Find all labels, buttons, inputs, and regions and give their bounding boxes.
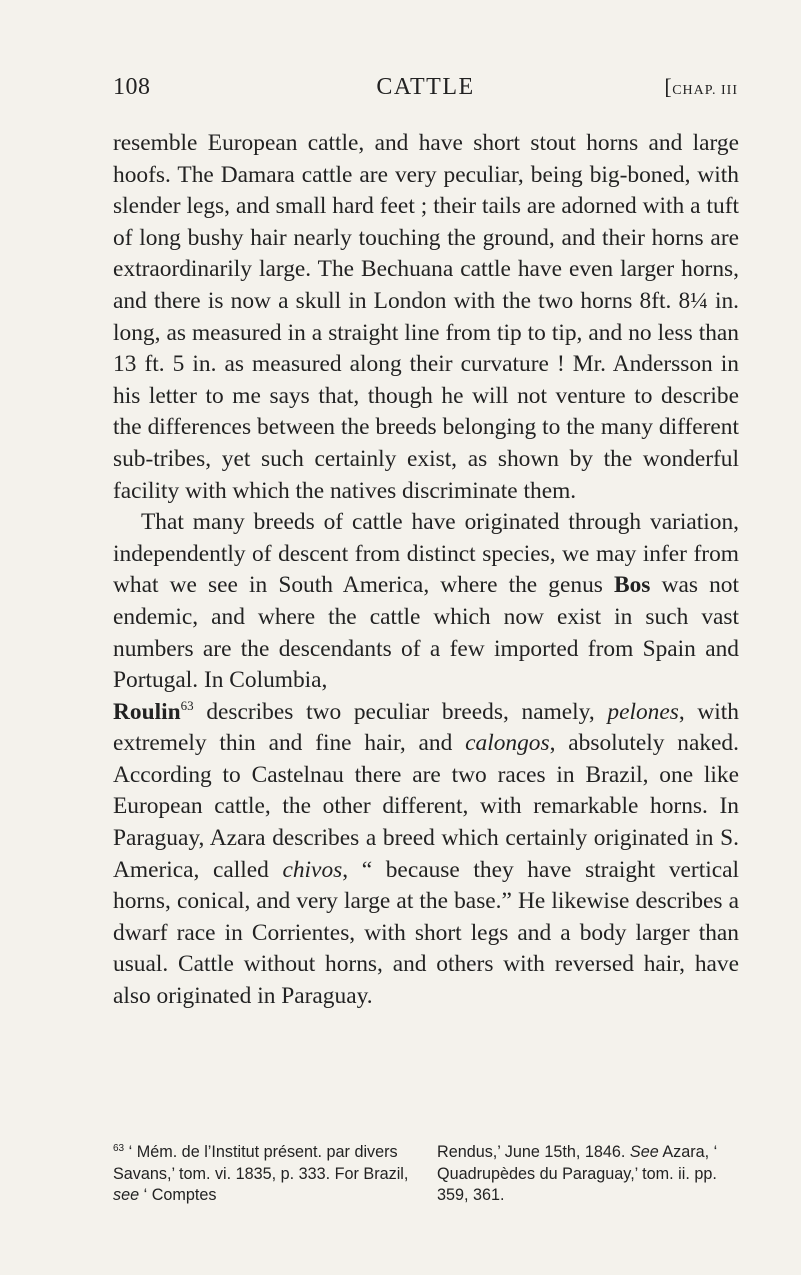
genus-bos: Bos [614,572,651,599]
breed-chivos: chivos [282,856,343,883]
page-number: 108 [113,74,151,100]
body-text [113,128,739,1013]
footnote-left-column: $^{63}$ ‘ Mém. de l’Institut présent. par divers Savans,’ tom. vi. 1835, p. 333. For Brazil, see ‘ Comptes [113,1143,409,1204]
paragraph-1: resemble European cattle, and have short stout horns and large hoofs. The Damara cattle are very peculiar, being big-boned, with slender legs, and small hard feet ; their tails are adorned with a tuft of long bushy hair nearly touching the ground, and their horns are extraordinarily large. The Bechuana cattle have even larger horns, and there is now a skull in London with the two horns 8ft. 8¼ in. long, as measured in a straight line from tip to tip, and no less than 13 ft. 5 in. as measured along their curvature ! Mr. Andersson in his letter to me says that, though he will not venture to describe the differences between the breeds belonging to the many different sub-tribes, yet such certainly exist, as shown by the wonderful facility with which the natives discriminate them. [113,130,739,504]
page-header [113,74,738,114]
breed-pelones: pelones [607,698,679,725]
chapter-label: [CHAP. III [664,74,738,99]
footnotes [113,1142,741,1207]
breed-calongos: calongos [465,730,550,757]
author-roulin: Roulin [113,698,181,725]
running-head: CATTLE [376,74,475,100]
footnote-right-column: Rendus,’ June 15th, 1846. See Azara, ‘ Quadrupèdes du Paraguay,’ tom. ii. pp. 359, 361. [437,1143,718,1204]
footnote-ref: 63 [180,697,194,713]
paragraph-2: That many breeds of cattle have originated through variation, independently of descent from distinct species, we may infer from what we see in South America, where the genus Bos was not endemic, and where the cattle which now exist in such vast numbers are the descendants of a few imported from Spain and Portugal. In Columbia, Roulin$^{63}$ describes two peculiar breeds, namely, pelones, with extremely thin and fine hair, and calongos, absolutely naked. According to Castelnau there are two races in Brazil, one like European cattle, the other different, with remarkable horns. In Paraguay, Azara describes a breed which certainly originated in S. America, called chivos, “ because they have straight vertical horns, conical, and very large at the base.” He likewise describes a dwarf race in Corrientes, with short legs and a body larger than usual. Cattle without horns, and others with reversed hair, have also originated in Paraguay. [113,509,740,1010]
footnote-number: 63 [113,1143,125,1154]
